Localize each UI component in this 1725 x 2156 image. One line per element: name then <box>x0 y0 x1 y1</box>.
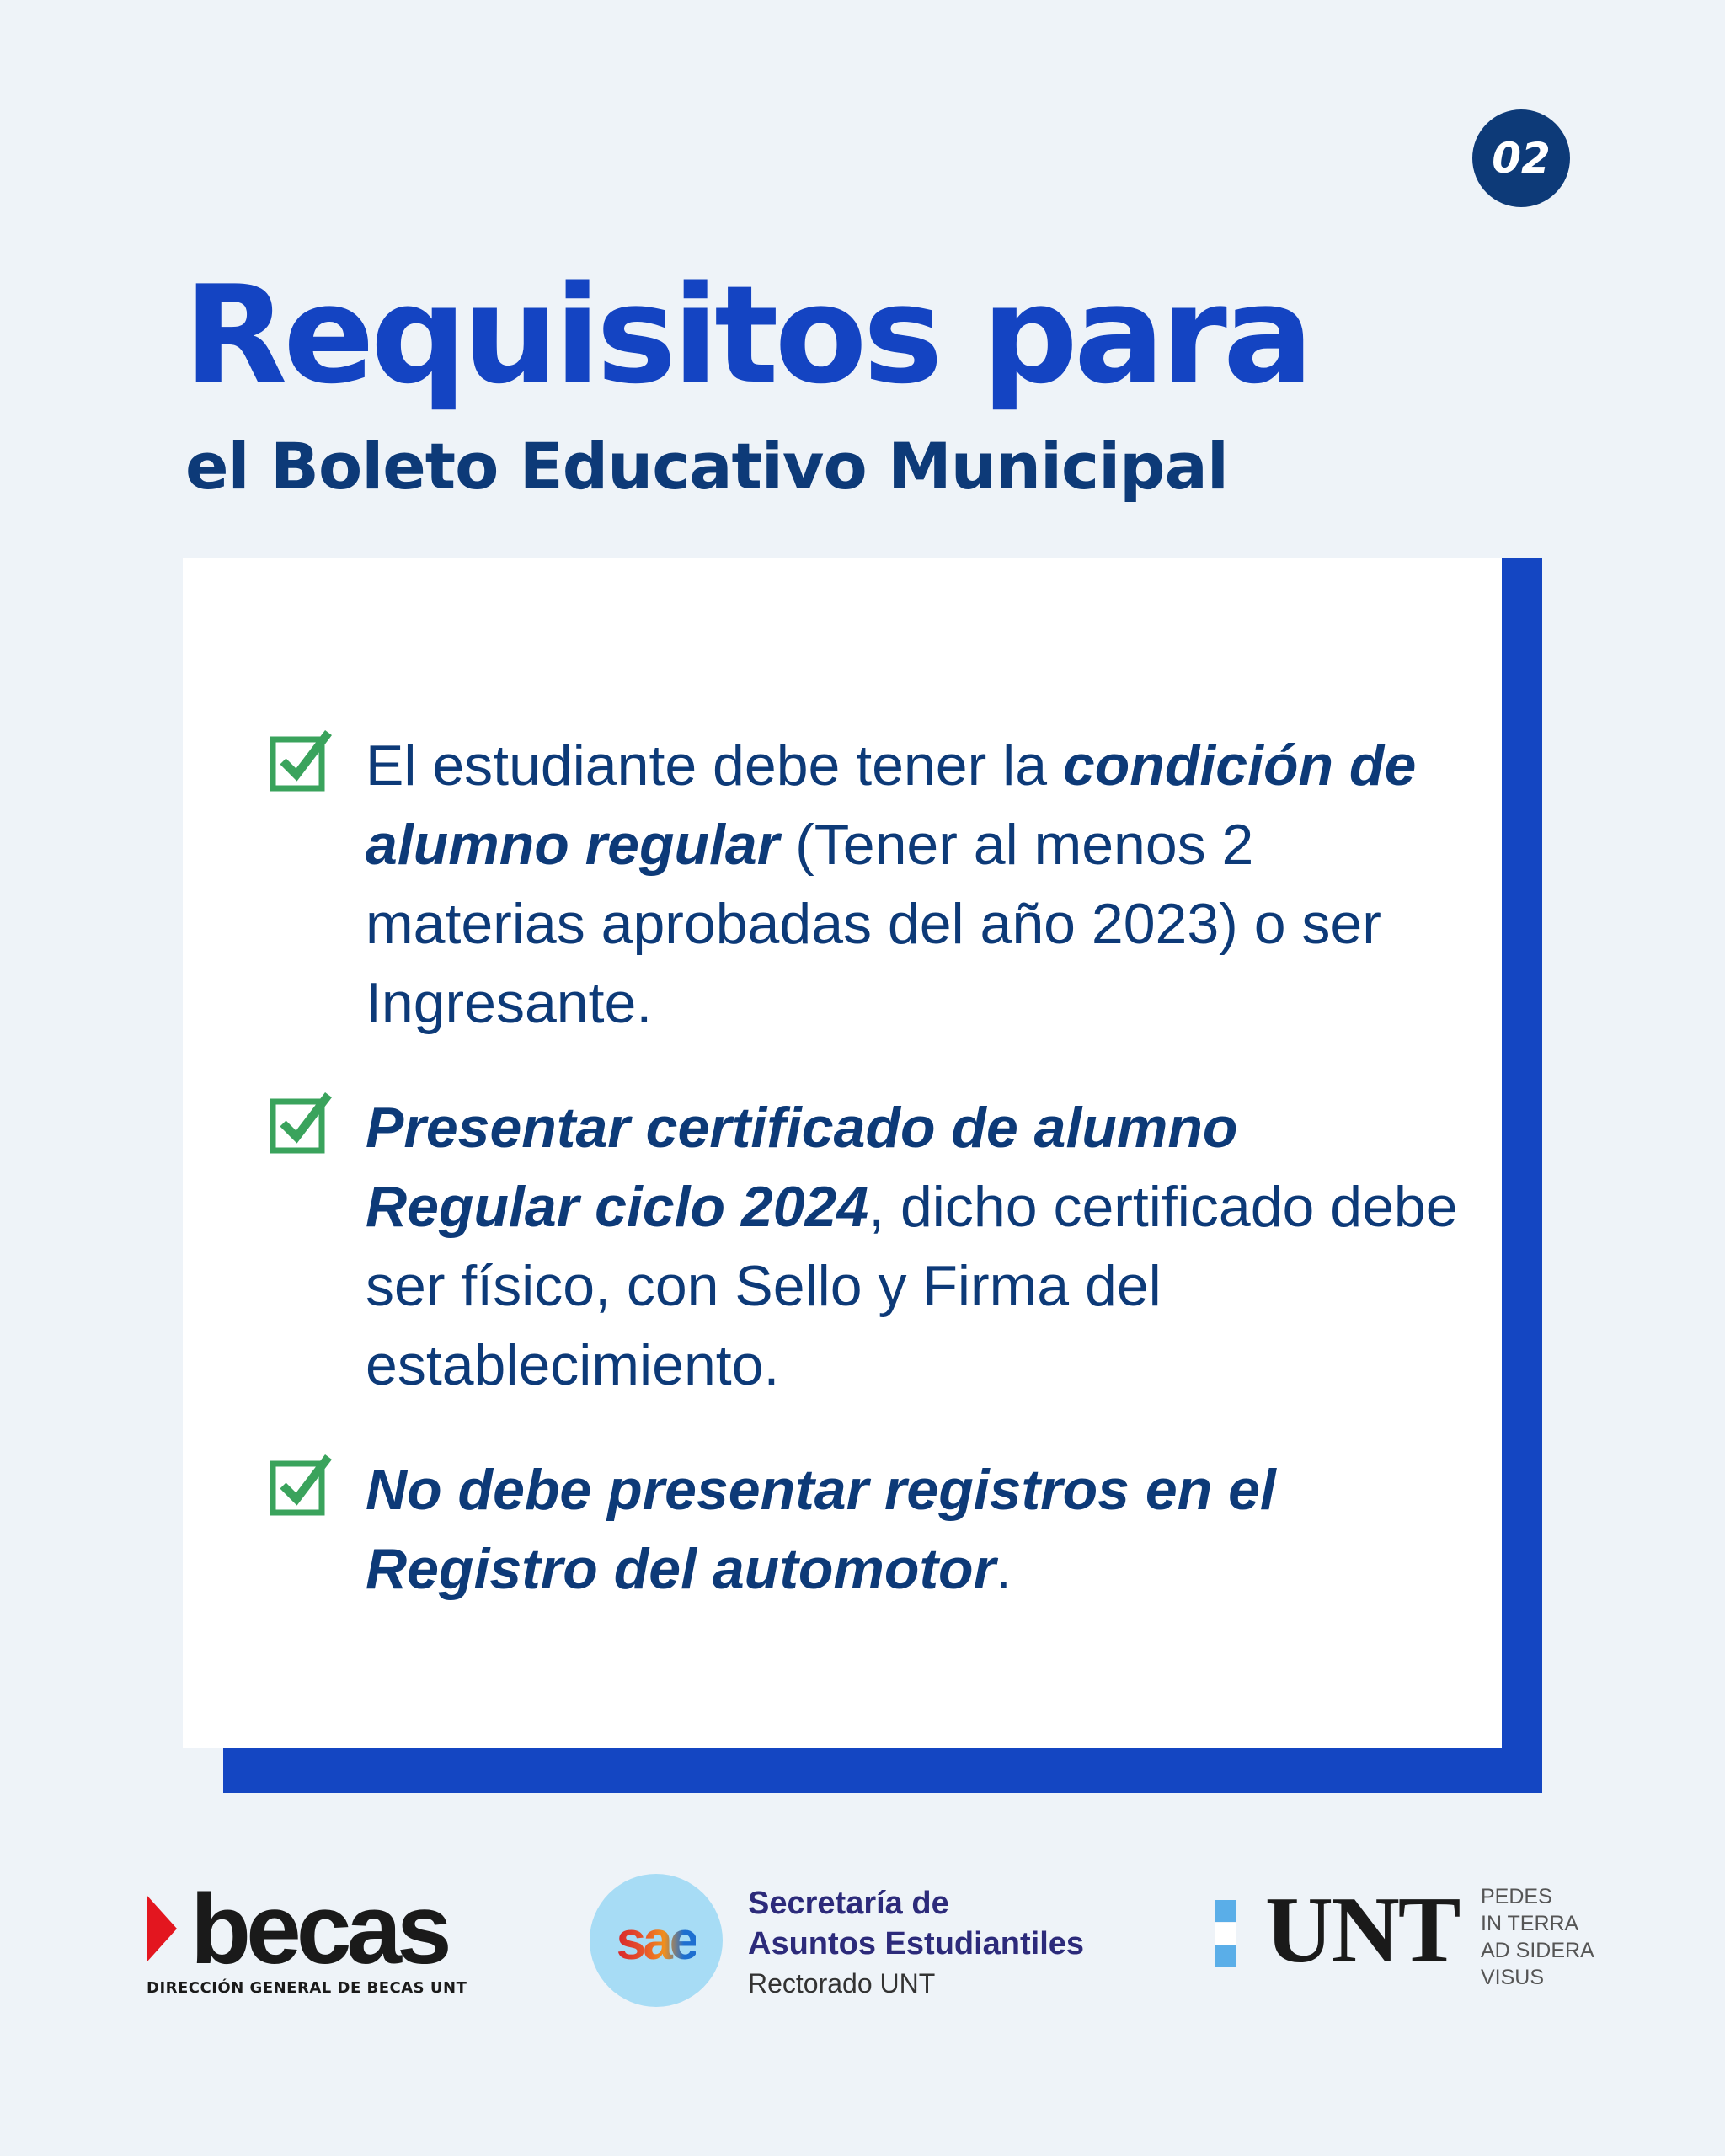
page-subtitle: el Boleto Educativo Municipal <box>185 429 1228 504</box>
requirement-text: No debe presentar registros en el Registro del automotor. <box>366 1458 1276 1601</box>
becas-subtitle: DIRECCIÓN GENERAL DE BECAS UNT <box>147 1979 467 1997</box>
becas-logo <box>147 1874 467 1998</box>
sae-text-block <box>748 1883 1084 2003</box>
unt-logo <box>1215 1878 1602 1993</box>
unt-motto: PEDES IN TERRA AD SIDERA VISUS <box>1481 1885 1594 1989</box>
sae-line-2: Asuntos Estudiantiles <box>748 1926 1085 1961</box>
sae-line-1: Secretaría de <box>748 1886 949 1921</box>
play-arrow-icon <box>147 1895 180 1962</box>
sae-logo-text: sae <box>616 1910 697 1971</box>
page-title: Requisitos para <box>184 256 1310 414</box>
sae-line-3: Rectorado UNT <box>748 1968 936 1999</box>
requirement-text: El estudiante debe tener la condición de alumno regular (Tener al menos 2 materias aprobadas del año 2023) o ser Ingresante. <box>366 734 1417 1035</box>
checkbox-checked-icon <box>270 1090 334 1154</box>
checkbox-checked-icon <box>270 728 334 792</box>
checkbox-checked-icon <box>270 1452 334 1516</box>
requirement-text: Presentar certificado de alumno Regular ciclo 2024, dicho certificado debe ser físico, con Sello y Firma del establecimiento. <box>366 1096 1458 1397</box>
page-number-badge: 02 <box>1472 109 1570 207</box>
sae-logo <box>590 1874 723 2007</box>
unt-wordmark: UNT <box>1265 1878 1460 1983</box>
becas-wordmark: becas <box>190 1874 447 1985</box>
flag-bar-icon <box>1215 1900 1236 1967</box>
